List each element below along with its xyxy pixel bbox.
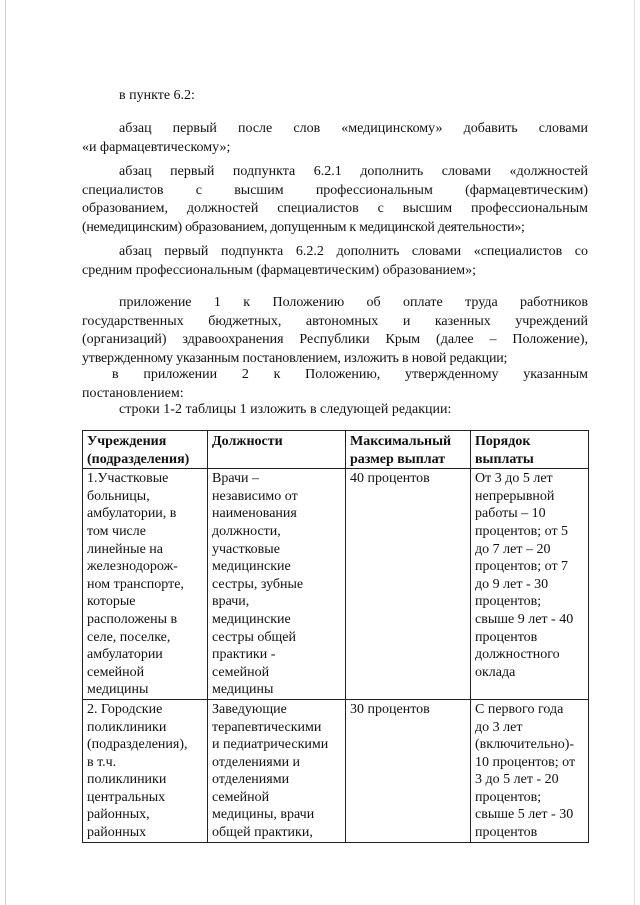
paragraph-line: утвержденному указанным постановлением, изложить в новой редакции;: [82, 350, 508, 366]
cell-line: должности,: [212, 523, 281, 539]
cell-line: семейной: [87, 664, 145, 680]
paragraph-line: государственных бюджетных, автономных и казенных учреждений: [82, 313, 588, 329]
paragraph-appendix-1: [82, 294, 588, 368]
cell-line: медицинские: [212, 559, 291, 575]
cell-line: 2. Городские: [87, 701, 163, 717]
cell-line: оклада: [475, 664, 516, 680]
paragraph-line: образованием, должностей специалистов с высшим профессиональным: [82, 201, 588, 216]
cell-line: должностного: [475, 647, 560, 663]
header-positions: Должности: [208, 431, 346, 469]
cell-line: процентов; от 7: [475, 559, 569, 575]
paragraph-table-rows: [82, 401, 588, 420]
cell-line: 10 процентов; от: [475, 754, 576, 770]
paragraph-6-2-1: [82, 163, 588, 237]
cell-line: амбулатории: [87, 647, 163, 663]
cell-line: процентов: [475, 629, 538, 645]
cell-line: до 7 лет – 20: [475, 541, 551, 557]
cell-line: Врачи –: [212, 471, 260, 487]
cell-line: отделениями и: [212, 754, 301, 770]
cell-line: до 9 лет - 30: [475, 576, 549, 592]
cell-line: больницы,: [87, 488, 150, 504]
cell-line: сестры, зубные: [212, 576, 304, 592]
cell-line: независимо от: [212, 488, 298, 504]
cell-payment-order: [471, 469, 589, 700]
cell-line: 40 процентов: [350, 471, 430, 487]
paragraph-line: средним профессиональным (фармацевтическим) образованием»;: [82, 262, 477, 278]
cell-line: которые: [87, 594, 136, 610]
cell-line: (подразделения),: [87, 737, 188, 753]
cell-line: поликлиники: [87, 719, 167, 735]
cell-payment-order: [471, 699, 589, 842]
cell-line: селе, поселке,: [87, 629, 171, 645]
cell-line: врачи,: [212, 594, 250, 610]
cell-line: железнодорож-: [87, 559, 178, 575]
cell-line: 1.Участковые: [87, 471, 169, 487]
paragraph-line: в пункте 6.2:: [119, 88, 195, 103]
paragraph-line: абзац первый подпункта 6.2.1 дополнить словами «должностей: [119, 164, 588, 179]
cell-line: районных: [87, 825, 147, 841]
paragraph-line: приложение 1 к Положению об оплате труда работников: [119, 295, 588, 310]
cell-line: Заведующие: [212, 701, 287, 717]
header-max-payment: Максимальный размер выплат: [346, 431, 471, 469]
cell-line: расположены в: [87, 611, 178, 627]
cell-line: медицинские: [212, 611, 291, 627]
cell-line: сестры общей: [212, 629, 296, 645]
cell-line: терапевтическими: [212, 719, 322, 735]
cell-line: медицины: [87, 682, 149, 698]
cell-line: центральных: [87, 789, 166, 805]
cell-line: свыше 9 лет - 40: [475, 611, 574, 627]
cell-line: 3 до 5 лет - 20: [475, 772, 559, 788]
cell-line: в т.ч.: [87, 754, 117, 770]
cell-line: амбулатории, в: [87, 506, 177, 522]
cell-line: до 3 лет: [475, 719, 523, 735]
cell-line: непрерывной: [475, 488, 555, 504]
paragraph-6-2-2: [82, 243, 588, 280]
cell-line: районных,: [87, 807, 150, 823]
page-edge-left: [5, 0, 6, 905]
paragraph-line: специалистов с высшим профессиональным (фармацевтическим): [82, 182, 588, 198]
cell-line: С первого года: [475, 701, 564, 717]
paragraph-point-6-2: [82, 87, 588, 106]
cell-max-payment: [346, 469, 471, 700]
paragraph-appendix-2: [82, 366, 588, 403]
cell-line: свыше 5 лет - 30: [475, 807, 574, 823]
paragraph-line: в приложении 2 к Положению, утвержденному указанным: [112, 367, 588, 382]
cell-institution: [83, 469, 208, 700]
paragraph-line: абзац первый после слов «медицинскому» добавить словами: [119, 121, 588, 136]
header-payment-order: Порядок выплаты: [471, 431, 589, 469]
cell-line: От 3 до 5 лет: [475, 471, 553, 487]
header-institutions: Учреждения (подразделения): [83, 431, 208, 469]
cell-line: наименования: [212, 506, 297, 522]
cell-line: 30 процентов: [350, 701, 430, 717]
cell-line: процентов: [475, 825, 538, 841]
cell-institution: [83, 699, 208, 842]
cell-line: семейной: [212, 664, 270, 680]
cell-line: линейные на: [87, 541, 163, 557]
cell-line: процентов;: [475, 594, 542, 610]
paragraph-6-2-first: [82, 120, 588, 157]
cell-line: ном транспорте,: [87, 576, 184, 592]
table-header-row: [83, 431, 589, 469]
cell-line: том числе: [87, 523, 146, 539]
paragraph-line: строки 1-2 таблицы 1 изложить в следующей редакции:: [119, 402, 452, 417]
cell-max-payment: [346, 699, 471, 842]
cell-line: поликлиники: [87, 772, 167, 788]
cell-line: медицины: [212, 682, 274, 698]
paragraph-line: абзац первый подпункта 6.2.2 дополнить словами «специалистов со: [119, 244, 588, 259]
paragraph-line: (немедицинским) образованием, допущенным к медицинской деятельности»;: [82, 219, 525, 235]
cell-position: [208, 699, 346, 842]
cell-line: медицины, врачи: [212, 807, 315, 823]
cell-line: участковые: [212, 541, 280, 557]
table-row: [83, 469, 589, 700]
cell-line: семейной: [212, 789, 270, 805]
payments-table: [82, 430, 589, 843]
cell-line: общей практики,: [212, 825, 313, 841]
paragraph-line: (организаций) здравоохранения Республики Крым (далее – Положение),: [82, 332, 588, 347]
cell-line: (включительно)-: [475, 737, 575, 753]
table-row: [83, 699, 589, 842]
paragraph-line: «и фармацевтическому»;: [82, 139, 231, 155]
cell-line: работы – 10: [475, 506, 546, 522]
cell-line: процентов; от 5: [475, 523, 569, 539]
cell-line: отделениями: [212, 772, 290, 788]
page-edge-right: [634, 0, 635, 905]
cell-line: практики -: [212, 647, 276, 663]
cell-position: [208, 469, 346, 700]
cell-line: и педиатрическими: [212, 737, 329, 753]
paragraph-line: постановлением:: [82, 385, 184, 401]
cell-line: процентов;: [475, 789, 542, 805]
